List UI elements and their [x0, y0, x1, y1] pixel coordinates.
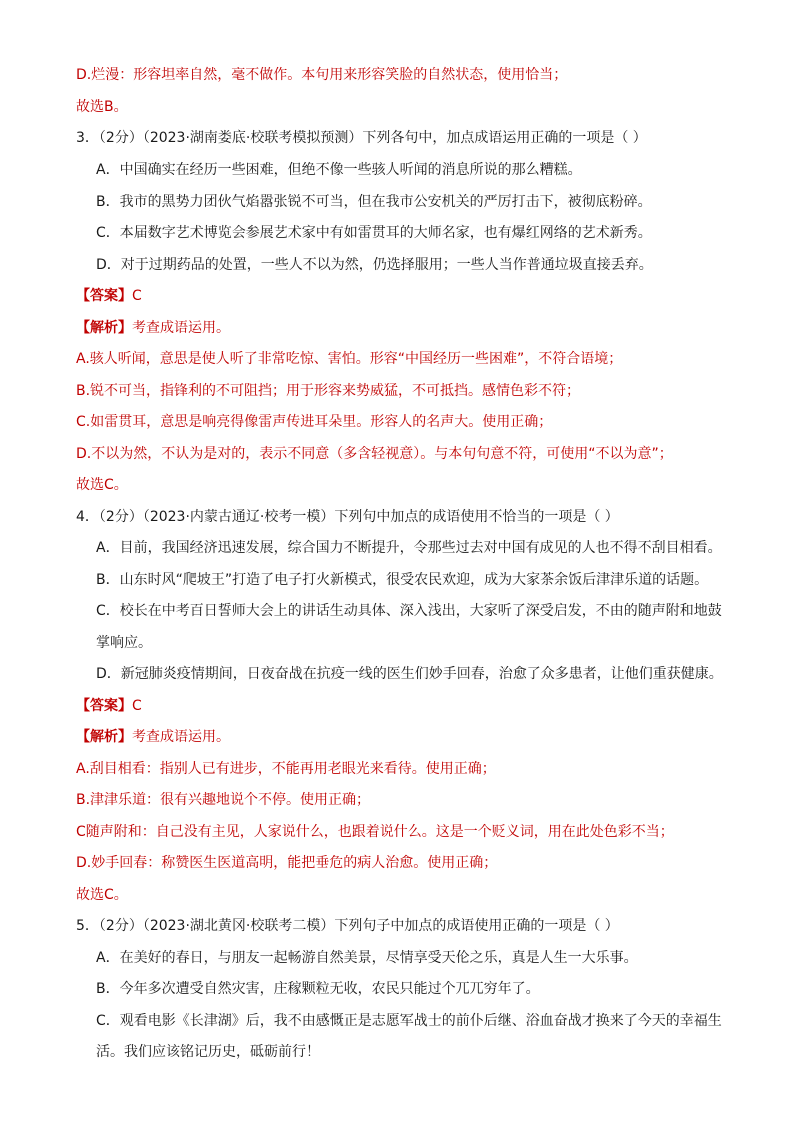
conclusion-line: 故选B。 — [76, 99, 128, 115]
question-3-option-a: A．中国确实在经历一些困难，但绝不像一些骇人听闻的消息所说的那么糟糕。 — [96, 162, 582, 178]
question-3-analysis — [76, 318, 736, 338]
question-5-stem: 5．（2分）（2023·湖北黄冈·校联考二模）下列句子中加点的成语使用正确的一项是（ ） — [76, 918, 619, 934]
explanation-line: B.锐不可当，指锋利的不可阻挡；用于形容来势威猛，不可抵挡。感情色彩不符； — [76, 383, 581, 399]
explanation-line: A.刮目相看：指别人已有进步，不能再用老眼光来看待。使用正确； — [76, 761, 496, 777]
explanation-line: D.烂漫：形容坦率自然，毫不做作。本句用来形容笑脸的自然状态，使用恰当； — [76, 67, 568, 83]
answer-value: C — [132, 288, 142, 304]
question-3-option-d: D．对于过期药品的处置，一些人不以为然，仍选择服用；一些人当作普通垃圾直接丢弃。 — [96, 257, 653, 273]
question-3-option-b: B．我市的黑势力团伙气焰嚣张锐不可当，但在我市公安机关的严厉打击下，被彻底粉碎。 — [96, 194, 652, 210]
conclusion-line: 故选C。 — [76, 887, 128, 903]
explanation-line: C随声附和：自己没有主见，人家说什么，也跟着说什么。这是一个贬义词，用在此处色彩不当； — [76, 824, 674, 840]
explanation-line: D.不以为然，不认为是对的，表示不同意（多含轻视意）。与本句句意不符，可使用“不以为意”； — [76, 446, 673, 462]
explanation-line: A.骇人听闻，意思是使人听了非常吃惊、害怕。形容“中国经历一些困难”，不符合语境； — [76, 351, 623, 367]
analysis-value: 考查成语运用。 — [132, 320, 230, 336]
explanation-line: D.妙手回春：称赞医生医道高明，能把垂危的病人治愈。使用正确； — [76, 855, 498, 871]
question-4-option-c: C．校长在中考百日誓师大会上的讲话生动具体、深入浅出，大家听了深受启发，不由的随声附和地鼓 — [96, 603, 722, 619]
analysis-value: 考查成语运用。 — [132, 729, 230, 745]
question-3-option-c: C．本届数字艺术博览会参展艺术家中有如雷贯耳的大师名家，也有爆红网络的艺术新秀。 — [96, 225, 652, 241]
question-4-answer — [76, 696, 736, 716]
question-5-option-b: B．今年多次遭受自然灾害，庄稼颗粒无收，农民只能过个兀兀穷年了。 — [96, 981, 540, 997]
question-4-analysis — [76, 727, 736, 747]
question-4-stem: 4．（2分）（2023·内蒙古通辽·校考一模）下列句中加点的成语使用不恰当的一项是（ ） — [76, 509, 619, 525]
conclusion-line: 故选C。 — [76, 477, 128, 493]
analysis-label: 【解析】 — [76, 320, 132, 336]
question-4-option-a: A．目前，我国经济迅速发展，综合国力不断提升，令那些过去对中国有成见的人也不得不刮目相看。 — [96, 540, 722, 556]
question-4-option-d: D．新冠肺炎疫情期间，日夜奋战在抗疫一线的医生们妙手回春，治愈了众多患者，让他们重获健康。 — [96, 666, 723, 682]
question-3-answer — [76, 286, 736, 306]
answer-label: 【答案】 — [76, 288, 132, 304]
analysis-label: 【解析】 — [76, 729, 132, 745]
explanation-line: B.津津乐道：很有兴趣地说个不停。使用正确； — [76, 792, 371, 808]
question-5-option-c: C．观看电影《长津湖》后，我不由感慨正是志愿军战士的前仆后继、浴血奋战才换来了今天的幸福生 — [96, 1013, 722, 1029]
explanation-line: C.如雷贯耳，意思是响亮得像雷声传进耳朵里。形容人的名声大。使用正确； — [76, 414, 553, 430]
question-3-stem: 3．（2分）（2023·湖南娄底·校联考模拟预测）下列各句中，加点成语运用正确的一项是（ ） — [76, 130, 647, 146]
question-4-option-b: B．山东时风“爬坡王”打造了电子打火新模式，很受农民欢迎，成为大家茶余饭后津津乐道的话题。 — [96, 572, 709, 588]
question-4-option-c-cont: 掌响应。 — [96, 635, 152, 651]
answer-value: C — [132, 698, 142, 714]
question-5-option-c-cont: 活。我们应该铭记历史，砥砺前行！ — [96, 1044, 320, 1060]
answer-label: 【答案】 — [76, 698, 132, 714]
question-5-option-a: A．在美好的春日，与朋友一起畅游自然美景，尽情享受天伦之乐，真是人生一大乐事。 — [96, 950, 638, 966]
